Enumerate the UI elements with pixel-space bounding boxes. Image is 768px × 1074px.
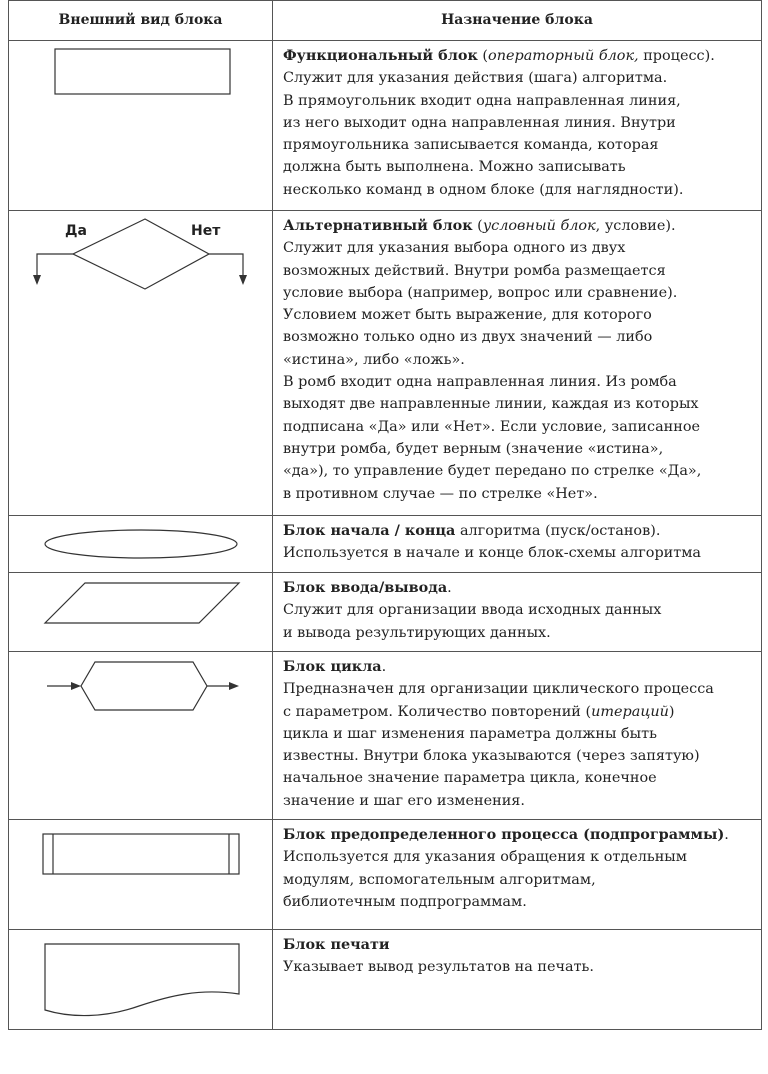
description-line: Служит для организации ввода исходных данных [283, 602, 662, 619]
no-label: Нет [191, 223, 221, 239]
block-title: Альтернативный блок [283, 217, 473, 234]
description-line: Служит для указания выбора одного из двух [283, 240, 626, 257]
block-title-tail: . [381, 659, 387, 675]
header-col-appearance: Внешний вид блока [9, 1, 273, 40]
table-row [9, 210, 761, 515]
block-title-alt: операторный блок, [488, 48, 639, 64]
description-line: Предназначен для организации циклического процесса [283, 681, 714, 698]
table-row [9, 929, 761, 1029]
block-title: Блок цикла [283, 658, 382, 675]
block-title-tail: процесс). [643, 48, 715, 64]
description-fragment: ) [668, 703, 675, 720]
block-title-line: Функциональный блок (операторный блок, процесс). [283, 47, 715, 64]
shape-cell [9, 211, 273, 515]
block-title: Блок ввода/вывода [283, 579, 448, 596]
table-row [9, 515, 761, 572]
block-title-tail: . [724, 827, 729, 843]
description-line: из него выходит одна направленная линия. Внутри [283, 114, 676, 131]
block-title-line [283, 656, 755, 678]
shape-cell [9, 820, 273, 929]
description-line: возможных действий. Внутри ромба размещается [283, 262, 666, 279]
description-line: значение и шаг его изменения. [283, 792, 525, 809]
description-line: Условием может быть выражение, для которого [283, 307, 652, 324]
loop-hexagon-icon [9, 652, 273, 820]
description-line: должна быть выполнена. Можно записывать [283, 159, 626, 176]
description-line: В ромб входит одна направленная линия. Из ромба [283, 374, 677, 391]
table-row [9, 40, 761, 210]
description-cell [273, 930, 761, 1029]
description-line: внутри ромба, будет верным (значение «истина», [283, 440, 664, 457]
shape-cell [9, 516, 273, 572]
table-row [9, 651, 761, 819]
flowchart-blocks-table [8, 0, 762, 1030]
shape-cell [9, 930, 273, 1029]
shape-cell [9, 573, 273, 651]
block-title: Блок начала / конца [283, 522, 456, 539]
description-cell [273, 820, 761, 929]
block-title-line: Альтернативный блок (условный блок, условие). [283, 217, 676, 234]
description-line: в противном случае — по стрелке «Нет». [283, 485, 598, 502]
block-title: Блок предопределенного процесса (подпрограммы) [283, 826, 725, 843]
block-title: Функциональный блок [283, 47, 478, 64]
block-title-tail: алгоритма (пуск/останов). [455, 523, 661, 539]
description-cell [273, 573, 761, 651]
table-row [9, 572, 761, 651]
block-title-tail: . [447, 580, 452, 596]
shape-cell [9, 652, 273, 819]
description-cell [273, 652, 761, 819]
description-fragment: с параметром. Количество повторений ( [283, 703, 592, 720]
description-line: В прямоугольник входит одна направленная линия, [283, 92, 681, 109]
description-line: начальное значение параметра цикла, конечное [283, 770, 657, 787]
description-line [283, 701, 755, 723]
decision-diamond-icon [9, 211, 273, 516]
yes-label: Да [65, 223, 87, 239]
block-title-tail: , условие). [595, 218, 676, 234]
process-rectangle-icon [9, 41, 273, 211]
block-title-line [283, 577, 755, 599]
description-line: модулям, вспомогательным алгоритмам, [283, 871, 596, 888]
io-parallelogram-icon [9, 573, 273, 652]
block-title: Блок печати [283, 936, 390, 953]
description-line: прямоугольника записывается команда, которая [283, 137, 659, 154]
description-line: несколько команд в одном блоке (для наглядности). [283, 181, 684, 198]
description-line: «истина», либо «ложь». [283, 351, 465, 368]
document-print-icon [9, 930, 273, 1030]
shape-cell [9, 41, 273, 210]
table-row [9, 819, 761, 929]
terminator-ellipse-icon [9, 516, 273, 573]
description-line: возможно только одно из двух значений — либо [283, 329, 653, 346]
table-header [9, 0, 761, 40]
description-italic: итераций [591, 703, 669, 720]
description-cell [273, 41, 761, 210]
description-line: цикла и шаг изменения параметра должны быть [283, 725, 657, 742]
description-line: и вывода результирующих данных. [283, 624, 551, 641]
description-line: условие выбора (например, вопрос или сравнение). [283, 284, 678, 301]
description-cell [273, 211, 761, 515]
description-line: подписана «Да» или «Нет». Если условие, записанное [283, 418, 701, 435]
block-title-line [283, 824, 755, 846]
description-line: библиотечным подпрограммам. [283, 893, 527, 910]
block-title-alt: условный блок [482, 218, 596, 234]
description-line: «да»), то управление будет передано по стрелке «Да», [283, 463, 702, 480]
description-line: Указывает вывод результатов на печать. [283, 959, 594, 976]
description-line: Используется для указания обращения к отдельным [283, 849, 687, 866]
block-title-line [283, 520, 755, 542]
description-line: известны. Внутри блока указываются (через запятую) [283, 748, 700, 765]
description-line: Служит для указания действия (шага) алгоритма. [283, 70, 668, 87]
description-line: Используется в начале и конце блок-схемы алгоритма [283, 545, 701, 562]
predefined-process-icon [9, 820, 273, 930]
header-col-purpose: Назначение блока [441, 12, 593, 28]
description-line: выходят две направленные линии, каждая из которых [283, 396, 699, 413]
block-title-line [283, 934, 755, 956]
description-cell [273, 516, 761, 572]
